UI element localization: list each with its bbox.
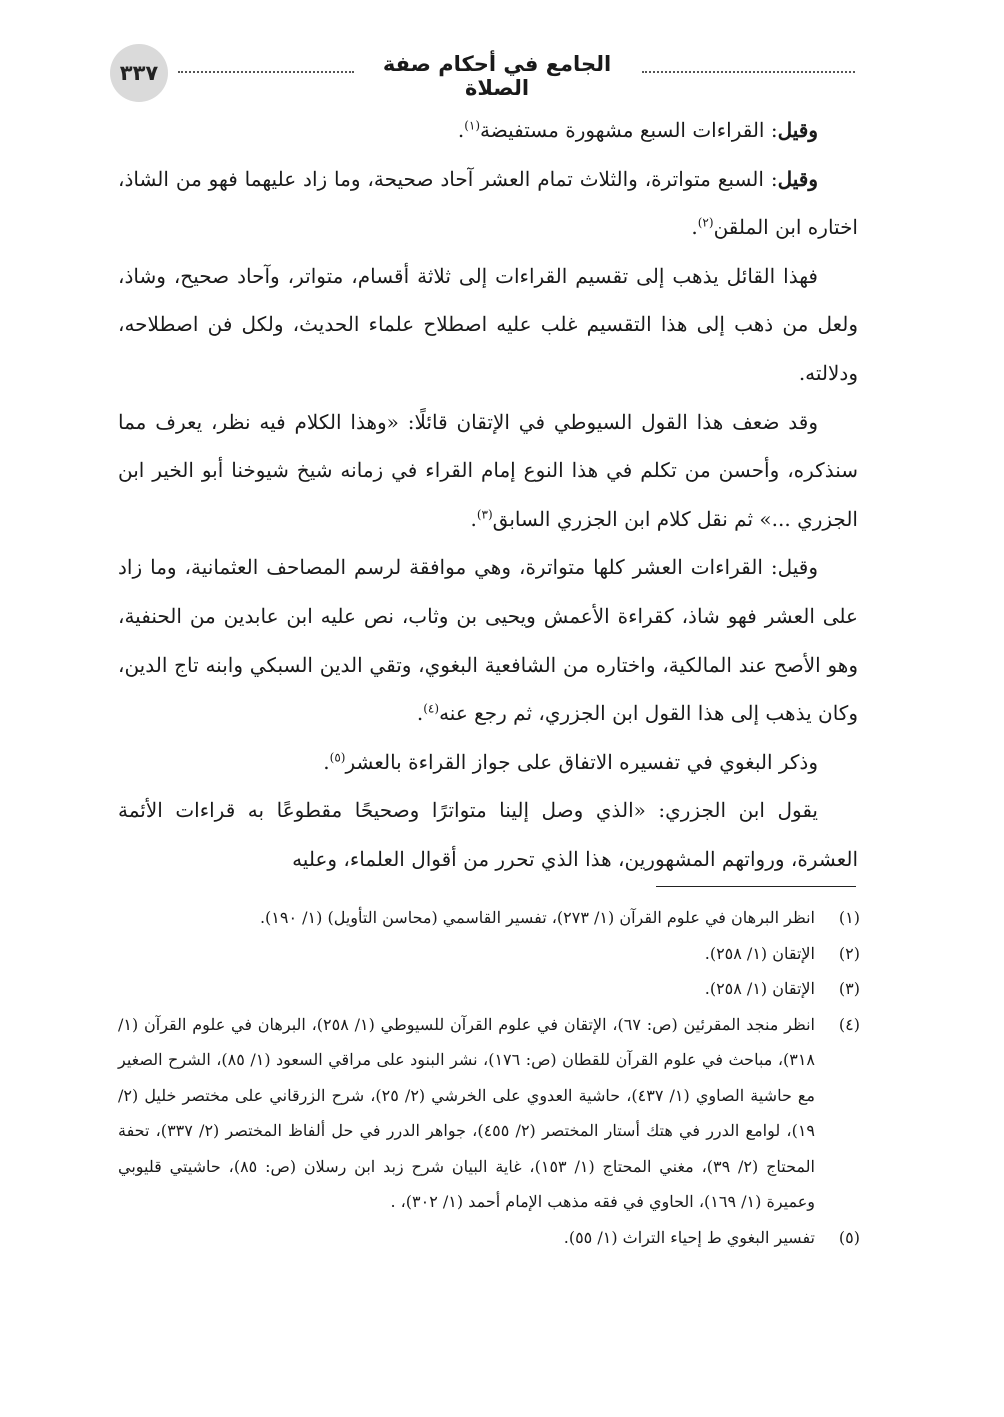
keyword: وقيل bbox=[777, 166, 818, 191]
paragraph bbox=[118, 155, 858, 252]
footnote bbox=[118, 1007, 860, 1220]
paragraph: يقول ابن الجزري: «الذي وصل إلينا متواترًا وصحيحًا مقطوعًا به قراءات الأئمة العشرة، ورواتهم المشهورين، هذا الذي تحرر من أقوال العلماء، وعليه bbox=[118, 798, 858, 871]
paragraph: فهذا القائل يذهب إلى تقسيم القراءات إلى ثلاثة أقسام، متواتر، وآحاد صحيح، وشاذ، ولعل من ذهب إلى هذا التقسيم غلب عليه اصطلاح علماء الحديث، ولكل فن اصطلاحه، ودلالته. bbox=[118, 263, 858, 385]
footnote-number: (٢) bbox=[838, 943, 860, 963]
footnote-number: (٥) bbox=[838, 1227, 860, 1247]
paragraph bbox=[118, 738, 858, 787]
footnote-text: الإتقان (١/ ٢٥٨). bbox=[704, 943, 815, 963]
paragraph-text: وقيل: القراءات العشر كلها متواترة، وهي موافقة لرسم المصاحف العثمانية، وما زاد على العشر فهو شاذ، كقراءة الأعمش ويحيى بن وثاب، نص عليه ابن عابدين من الحنفية، وهو الأصح عند المالكية، واختاره من الشافعية البغوي، وتقي الدين السبكي وابنه تاج الدين، وكان يذهب إلى هذا القول ابن الجزري، ثم رجع عنه bbox=[118, 555, 858, 726]
footnote-text: تفسير البغوي ط إحياء التراث (١/ ٥٥). bbox=[563, 1227, 815, 1247]
paragraph-text: : السبع متواترة، والثلاث تمام العشر آحاد صحيحة، وما زاد عليهما فهو من الشاذ، اختاره ابن الملقن bbox=[118, 166, 858, 240]
footnote-text: الإتقان (١/ ٢٥٨). bbox=[704, 979, 815, 998]
footnote-ref[interactable]: (١) bbox=[464, 118, 481, 133]
page-number: ٣٣٧ bbox=[110, 44, 168, 102]
running-title: الجامع في أحكام صفة الصلاة bbox=[382, 52, 612, 100]
keyword: وقيل bbox=[777, 118, 818, 142]
footnotes bbox=[118, 900, 860, 1255]
footnote-number: (٤) bbox=[838, 1014, 860, 1034]
footnote-text: انظر منجد المقرئين (ص: ٦٧)، الإتقان في علوم القرآن للسيوطي (١/ ٢٥٨)، البرهان في علوم القرآن (١/ ٣١٨)، مباحث في علوم القرآن للقطان (ص: ١٧٦)، نشر البنود على مراقي السعود (١/ ٨٥)، الشرح الصغير مع حاشية الصاوي (١/ ٤٣٧)، حاشية العدوي على الخرشي (٢/ ٢٥)، شرح الزرقاني على مختصر خليل (٢/ ١٩)، لوامع الدرر في هتك أستار المختصر (٢/ ٤٥٥)، جواهر الدرر في حل ألفاظ المختصر (٢/ ٣٣٧)، تحفة المحتاج (٢/ ٣٩)، مغني المحتاج (١/ ١٥٣)، غاية البيان شرح زبد ابن رسلان (ص: ٨٥)، حاشيتي قليوبي وعميرة (١/ ١٦٩)، الحاوي في فقه مذهب الإمام أحمد (١/ ٣٠٢)، . bbox=[118, 1014, 816, 1211]
paragraph-text: وقد ضعف هذا القول السيوطي في الإتقان قائلًا: «وهذا الكلام فيه نظر، يعرف مما سنذكره، وأحسن من تكلم في هذا النوع إمام القراء في زمانه شيخ شيوخنا أبو الخير ابن الجزري ...» ثم نقل كلام ابن الجزري السابق bbox=[118, 409, 858, 531]
header-dotted-leader-right bbox=[642, 59, 855, 73]
footnote bbox=[118, 971, 860, 1007]
header-dotted-leader-left bbox=[178, 59, 354, 73]
paragraph-end: . bbox=[416, 701, 424, 726]
paragraph-text: وذكر البغوي في تفسيره الاتفاق على جواز القراءة بالعشر bbox=[345, 749, 818, 774]
page-header bbox=[110, 44, 855, 102]
paragraph-end: . bbox=[691, 215, 698, 240]
paragraph-end: . bbox=[457, 118, 465, 142]
footnote-ref[interactable]: (٤) bbox=[423, 701, 440, 716]
footnote-ref[interactable]: (٥) bbox=[329, 750, 346, 765]
footnote bbox=[118, 900, 860, 936]
footnote-ref[interactable]: (٢) bbox=[697, 215, 714, 230]
paragraph-end: . bbox=[323, 749, 330, 774]
footnote-text: انظر البرهان في علوم القرآن (١/ ٢٧٣)، تفسير القاسمي (محاسن التأويل) (١/ ١٩٠). bbox=[259, 908, 815, 927]
paragraph-text: : القراءات السبع مشهورة مستفيضة bbox=[480, 118, 778, 142]
paragraph bbox=[118, 106, 858, 155]
main-text bbox=[118, 106, 858, 884]
paragraph bbox=[118, 543, 858, 737]
footnote-ref[interactable]: (٣) bbox=[476, 507, 493, 522]
footnote bbox=[118, 1220, 860, 1256]
paragraph-end: . bbox=[470, 506, 477, 531]
footnote bbox=[118, 936, 860, 972]
footnote-number: (١) bbox=[838, 908, 860, 927]
footnote-separator bbox=[656, 886, 856, 887]
paragraph bbox=[118, 398, 858, 544]
footnote-number: (٣) bbox=[838, 979, 860, 998]
